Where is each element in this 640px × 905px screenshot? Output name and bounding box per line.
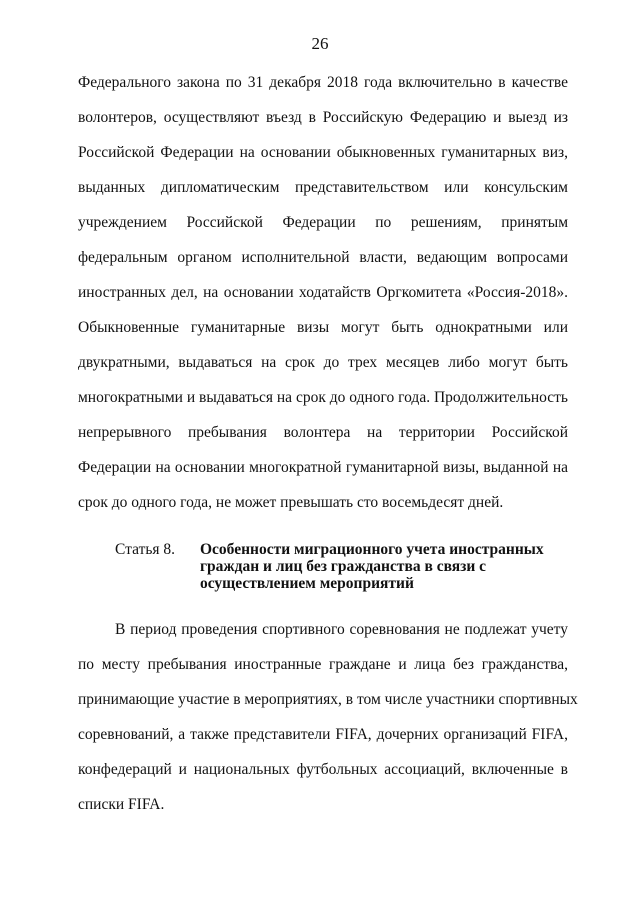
paragraph-1-line: двукратными, выдаваться на срок до трех месяцев либо могут быть: [78, 354, 568, 371]
paragraph-1-line: непрерывного пребывания волонтера на территории Российской: [78, 424, 568, 441]
article-title: [200, 541, 560, 592]
paragraph-1-line: федеральным органом исполнительной власти, ведающим вопросами: [78, 249, 568, 266]
paragraph-1-line: волонтеров, осуществляют въезд в Российскую Федерацию и выезд из: [78, 109, 568, 126]
article-title-line: Особенности миграционного учета иностранных: [200, 541, 544, 558]
page-number: 26: [311, 34, 329, 53]
paragraph-1-line: выданных дипломатическим представительством или консульским: [78, 179, 568, 196]
paragraph-2-line: принимающие участие в мероприятиях, в том числе участники спортивных: [78, 691, 578, 708]
article-title-line: осуществлением мероприятий: [200, 575, 414, 592]
paragraph-2-line: списки FIFA.: [78, 796, 165, 813]
article-title-line: граждан и лиц без гражданства в связи с: [200, 558, 487, 575]
paragraph-1-line: иностранных дел, на основании ходатайств Оргкомитета «Россия-2018».: [78, 284, 568, 301]
paragraph-1-line: Обыкновенные гуманитарные визы могут быть однократными или: [78, 319, 568, 336]
paragraph-2-line: по месту пребывания иностранные граждане и лица без гражданства,: [78, 656, 568, 673]
paragraph-1-line: многократными и выдаваться на срок до одного года. Продолжительность: [78, 389, 568, 406]
paragraph-1-line: Федерации на основании многократной гуманитарной визы, выданной на: [78, 459, 568, 476]
paragraph-2-line: конфедераций и национальных футбольных ассоциаций, включенные в: [78, 761, 568, 778]
paragraph-1-line: Российской Федерации на основании обыкновенных гуманитарных виз,: [78, 144, 568, 161]
article-label: Статья 8.: [115, 541, 176, 558]
paragraph-2-line: В период проведения спортивного соревнования не подлежат учету: [115, 621, 568, 638]
paragraph-1-line: срок до одного года, не может превышать сто восемьдесят дней.: [78, 494, 504, 511]
paragraph-1-line: Федерального закона по 31 декабря 2018 года включительно в качестве: [78, 74, 568, 91]
paragraph-2-line: соревнований, а также представители FIFA, дочерних организаций FIFA,: [78, 726, 568, 743]
paragraph-1-line: учреждением Российской Федерации по решениям, принятым: [78, 214, 568, 231]
